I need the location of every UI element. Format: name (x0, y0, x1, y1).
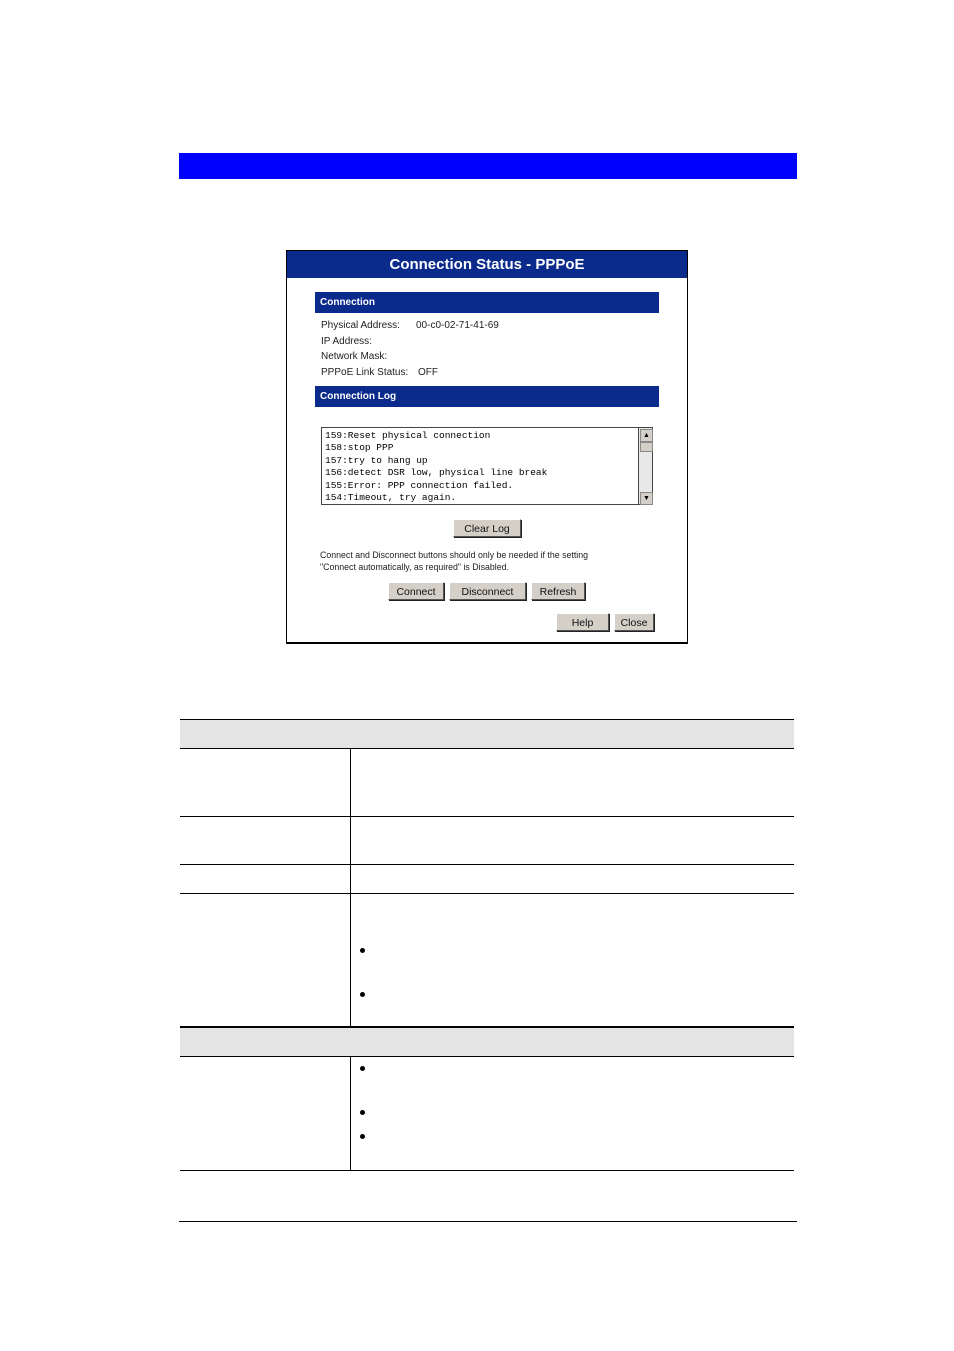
field-value: OFF (418, 367, 438, 378)
note-line: Connect and Disconnect buttons should only be needed if the setting (320, 550, 589, 560)
bullet-icon (360, 1110, 365, 1115)
table-bottom-border (180, 1170, 794, 1171)
field-ip-address (321, 336, 372, 347)
bullet-icon (360, 1066, 365, 1071)
field-physical-address (321, 320, 499, 331)
table-section-header (180, 1028, 794, 1056)
help-button[interactable]: Help (556, 613, 609, 631)
field-label: PPPoE Link Status: (321, 367, 409, 378)
log-line: 159:Reset physical connection (325, 430, 491, 441)
scroll-up-arrow-icon[interactable]: ▲ (640, 429, 653, 442)
log-line: 155:Error: PPP connection failed. (325, 479, 514, 491)
log-line: 154:Timeout, try again. (325, 492, 457, 504)
scroll-thumb[interactable] (640, 442, 653, 452)
bullet-icon (360, 992, 365, 997)
table-row-divider (180, 864, 794, 865)
connection-section-header: Connection (315, 292, 659, 313)
field-network-mask (321, 351, 387, 362)
connect-note (320, 549, 588, 573)
window-title: Connection Status - PPPoE (287, 251, 687, 278)
table-row-divider (180, 893, 794, 894)
field-value: 00-c0-02-71-41-69 (416, 320, 499, 331)
log-scrollbar[interactable] (638, 427, 653, 505)
log-line: 158:stop PPP (325, 442, 394, 454)
scroll-down-arrow-icon[interactable]: ▼ (640, 492, 653, 505)
connection-log-textarea[interactable] (321, 427, 653, 505)
connect-button[interactable]: Connect (388, 582, 444, 600)
table-column-divider (350, 749, 351, 1027)
field-label: Physical Address: (321, 320, 400, 331)
footer-rule (179, 1221, 797, 1222)
bullet-icon (360, 948, 365, 953)
log-line: 157:try to hang up (325, 454, 428, 466)
table-column-divider (350, 1057, 351, 1170)
field-label: IP Address: (321, 336, 372, 347)
page-title-bar (179, 153, 797, 179)
bullet-icon (360, 1134, 365, 1139)
refresh-button[interactable]: Refresh (531, 582, 585, 600)
table-divider (180, 748, 794, 749)
close-button[interactable]: Close (614, 613, 654, 631)
field-pppoe-link-status (321, 367, 438, 378)
clear-log-button[interactable]: Clear Log (453, 519, 521, 537)
table-divider (180, 1056, 794, 1057)
field-label: Network Mask: (321, 351, 388, 362)
connection-status-window (286, 250, 688, 644)
note-line: "Connect automatically, as required" is Disabled. (320, 562, 509, 572)
disconnect-button[interactable]: Disconnect (449, 582, 526, 600)
table-section-header (180, 720, 794, 748)
table-row-divider (180, 816, 794, 817)
connection-log-section-header: Connection Log (315, 386, 659, 407)
log-line: 156:detect DSR low, physical line break (325, 467, 548, 479)
